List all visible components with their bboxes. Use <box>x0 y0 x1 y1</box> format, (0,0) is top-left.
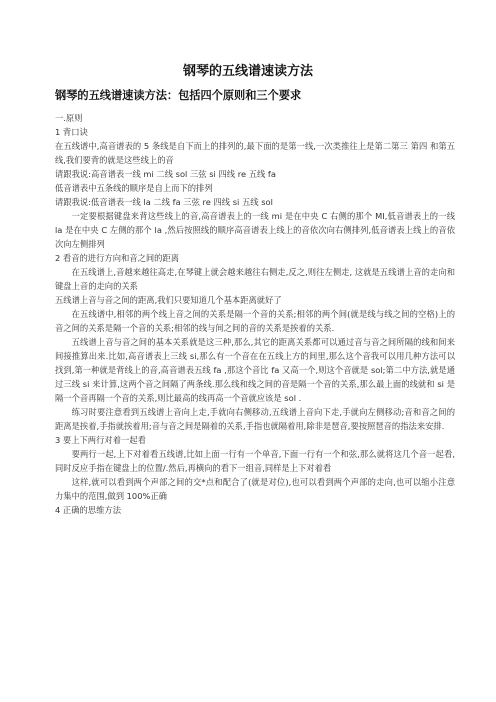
paragraph: 五线谱上音与音之间的距离,我们只要知道几个基本距离就好了 <box>55 295 282 305</box>
paragraph: 在五线谱上,音越来越往高走,在琴键上就会越来越往右侧走,反之,则往左侧走, 这就是五线谱上音的走向和键盘上音的走向的关系 <box>55 267 455 291</box>
page-subtitle: 钢琴的五线谱速读方法：包括四个原则和三个要求 <box>55 89 302 102</box>
page-title: 钢琴的五线谱速读方法 <box>182 64 313 79</box>
paragraph: 这样,就可以看到两个声部之间的交*点和配合了(就是对位),也可以看到两个声部的走向,也可以缩小注意力集中的范围,做到 100%正确 <box>55 477 455 501</box>
paragraph: 请跟我说:低音谱表一线 la 二线 fa 三弦 re 四线 si 五线 sol <box>55 197 273 207</box>
paragraph: 4 正确的思维方法 <box>55 505 121 515</box>
paragraph: 2 看音的进行方向和音之间的距离 <box>55 253 180 263</box>
paragraph: 在五线谱中,相邻的两个线上音之间的关系是隔一个音的关系;相邻的两个间(就是线与线之间的空格)上的音之间的关系是隔一个音的关系;相邻的线与间之间的音的关系是挨着的关系. <box>55 309 455 333</box>
paragraph: 低音谱表中五条线的顺序是自上而下的排列 <box>55 183 213 193</box>
paragraph: 1 背口诀 <box>55 127 88 137</box>
paragraph: 练习时要注意看到五线谱上音向上走,手就向右侧移动,五线谱上音向下走,手就向左侧移动;音和音之间的距离是挨着,手指就挨着用;音与音之间是隔着的关系,手指也就隔着用,除非是琶音,要按照琶音的指法来安排. <box>55 407 455 431</box>
paragraph: 一定要根据键盘来背这些线上的音,高音谱表上的一线 mi 是在中央 C 右侧的那个 MI,低音谱表上的一线 la 是在中央 C 左侧的那个 la ,然后按照线的顺序高音谱表上线上的音依次向右侧排列,低音谱表上线上的音依次向左侧排列 <box>55 211 455 249</box>
document-body <box>55 111 455 517</box>
paragraph: 要两行一起,上下对着看五线谱,比如上面一行有一个单音,下面一行有一个和弦,那么就将这几个音一起看,同时反应手指在键盘上的位置/.然后,再横向的看下一组音,同样是上下对着看 <box>55 449 455 473</box>
paragraph: 3 要上下两行对着一起看 <box>55 435 146 445</box>
paragraph: 五线谱上音与音之间的基本关系就是这三种,那么,其它的距离关系都可以通过音与音之间所隔的线和间来间接推算出来.比如,高音谱表上三线 si,那么有一个音在在五线上方的间里,那么这个音我可以用几种方法可以找到,第一种就是背线上的音,高音谱表五线 fa ,那这个音比 fa 又高一个,则这个音就是 sol;第二中方法,就是通过三线 si 来计算,这两个音之间隔了两条线.那么线和线之间的音是隔一个音的关系,那么最上面的线就和 si 是隔一个音再隔一个音的关系,则比最高的线再高一个音就应该是 sol . <box>55 337 455 403</box>
paragraph: 一.原则 <box>55 113 83 123</box>
paragraph: 请跟我说:高音谱表一线 mi 二线 sol 三弦 si 四线 re 五线 fa <box>55 169 276 179</box>
paragraph: 在五线谱中,高音谱表的 5 条线是自下而上的排列的,最下面的是第一线,一次类推往上是第二第三 第四 和第五线,我们要背的就是这些线上的音 <box>55 141 455 165</box>
